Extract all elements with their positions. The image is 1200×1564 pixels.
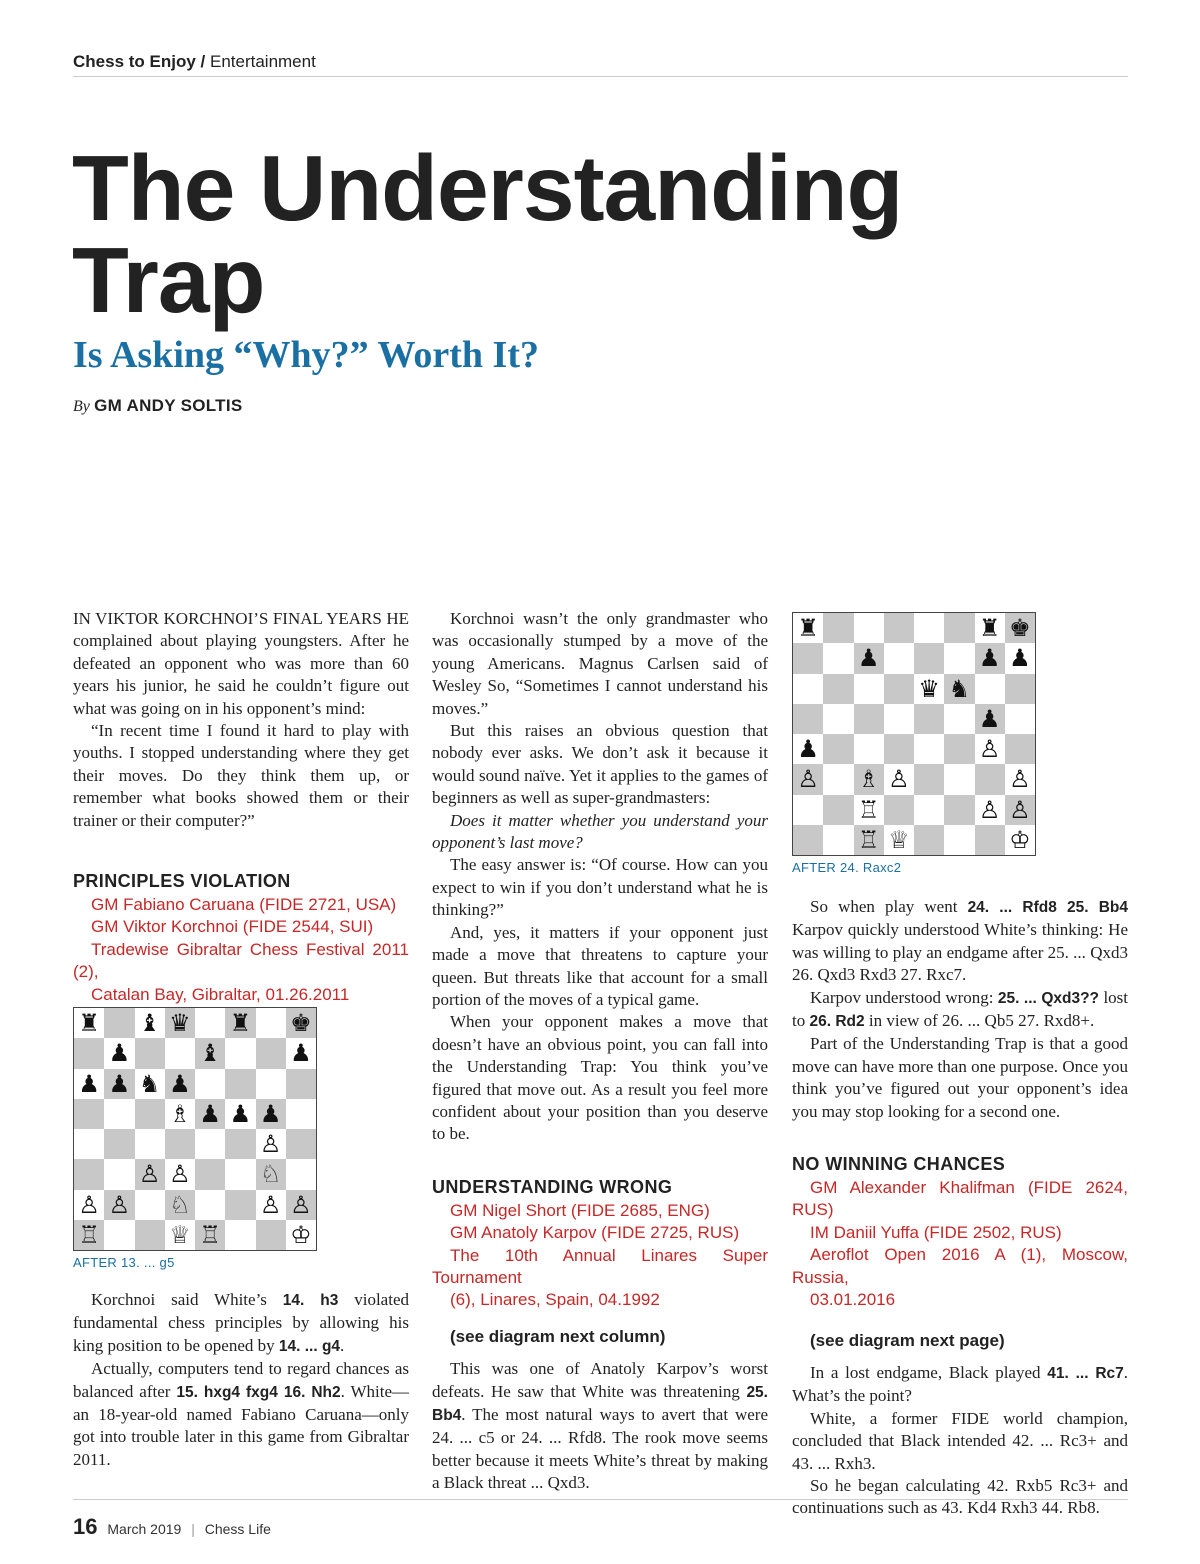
board-square xyxy=(165,1038,195,1068)
white-pawn-icon: ♙ xyxy=(797,765,819,794)
black-pawn-icon: ♟ xyxy=(229,1099,252,1128)
header-section: Chess to Enjoy xyxy=(73,52,196,71)
board-square xyxy=(854,825,884,855)
white-pawn-icon: ♙ xyxy=(169,1160,191,1189)
col2-paragraph: The easy answer is: “Of course. How can you expect to win if you don’t understand what he is thinking?” xyxy=(432,855,768,920)
board-square xyxy=(225,1220,255,1250)
white-rook-icon: ♖ xyxy=(199,1220,221,1249)
board-square xyxy=(286,1220,316,1250)
board-square xyxy=(104,1220,134,1250)
board-square xyxy=(74,1099,104,1129)
board-square xyxy=(793,704,823,734)
board-square xyxy=(944,764,974,794)
col3-paragraph: So he began calculating 42. Rxb5 Rc3+ and continuations such as 43. Kd4 Rxh3 44. Rb8. xyxy=(792,1475,1128,1518)
board-square xyxy=(225,1099,255,1129)
column-3 xyxy=(792,896,1128,1520)
board-square xyxy=(854,704,884,734)
white-king-icon: ♔ xyxy=(1009,825,1031,854)
board-square xyxy=(1005,704,1035,734)
white-bishop-icon: ♗ xyxy=(169,1099,191,1128)
section-title-no-winning: NO WINNING CHANCES xyxy=(792,1154,1006,1175)
board-square xyxy=(225,1069,255,1099)
black-pawn-icon: ♟ xyxy=(290,1039,312,1068)
board-square xyxy=(823,704,853,734)
black-knight-icon: ♞ xyxy=(948,674,971,703)
board-square xyxy=(884,795,914,825)
board-square xyxy=(854,674,884,704)
col2-paragraph: But this raises an obvious question that nobody ever asks. We don’t ask it because it would sound naïve. Yet it applies to the games of beginners as well as super-grandmasters: xyxy=(432,721,768,808)
white-pawn-icon: ♙ xyxy=(978,735,1001,764)
col3-paragraph: Karpov understood wrong: 25. ... Qxd3?? lost to 26. Rd2 in view of 26. ... Qb5 27. Rxd8+. xyxy=(792,987,1129,1031)
board-square xyxy=(823,795,853,825)
board-square xyxy=(74,1129,104,1159)
game-info-line: Tradewise Gibraltar Chess Festival 2011 (2), xyxy=(73,939,409,982)
board-square xyxy=(823,613,853,643)
black-pawn-icon: ♟ xyxy=(797,735,819,764)
board-square xyxy=(195,1129,225,1159)
move-notation: 15. hxg4 fxg4 16. Nh2 xyxy=(176,1383,341,1401)
board-square xyxy=(135,1069,165,1099)
board-square xyxy=(975,825,1005,855)
board-square xyxy=(914,764,944,794)
white-pawn-icon: ♙ xyxy=(259,1190,282,1219)
game-info-line: Aeroflot Open 2016 A (1), Moscow, Russia, xyxy=(792,1245,1128,1287)
board-square xyxy=(225,1190,255,1220)
board-square xyxy=(975,764,1005,794)
board-square xyxy=(854,795,884,825)
board-square xyxy=(854,613,884,643)
black-bishop-icon: ♝ xyxy=(199,1039,221,1068)
chess-diagram-2 xyxy=(792,612,1036,856)
move-notation: 14. ... g4 xyxy=(278,1337,341,1355)
black-pawn-icon: ♟ xyxy=(857,644,880,673)
game-info-line: 03.01.2016 xyxy=(810,1290,896,1310)
board-square xyxy=(165,1129,195,1159)
running-header xyxy=(73,52,1128,77)
section-title-principles: PRINCIPLES VIOLATION xyxy=(73,871,291,892)
white-pawn-icon: ♙ xyxy=(108,1190,131,1219)
board-square xyxy=(1005,825,1035,855)
white-pawn-icon: ♙ xyxy=(290,1190,312,1219)
move-notation: 26. Rd2 xyxy=(809,1013,865,1031)
board-square xyxy=(975,643,1005,673)
board-square xyxy=(104,1069,134,1099)
board-square xyxy=(1005,734,1035,764)
board-square xyxy=(195,1099,225,1129)
board-square xyxy=(823,643,853,673)
black-pawn-icon: ♟ xyxy=(199,1099,221,1128)
white-pawn-icon: ♙ xyxy=(888,765,910,794)
footer-separator: | xyxy=(191,1521,195,1537)
move-notation: 25. Bb4 xyxy=(432,1383,768,1424)
board-square xyxy=(793,795,823,825)
board-square xyxy=(256,1008,286,1038)
board-square xyxy=(854,734,884,764)
column-1 xyxy=(73,608,409,1006)
column-2 xyxy=(432,608,768,1495)
board-square xyxy=(1005,613,1035,643)
diagram-caption-1: AFTER 13. ... g5 xyxy=(73,1255,175,1270)
black-rook-icon: ♜ xyxy=(229,1009,252,1038)
black-knight-icon: ♞ xyxy=(138,1069,161,1098)
black-pawn-icon: ♟ xyxy=(108,1039,131,1068)
col3-paragraph: White, a former FIDE world champion, concluded that Black intended 42. ... Rc3+ and 43. ... Rxh3. xyxy=(792,1408,1128,1473)
board-square xyxy=(104,1190,134,1220)
board-square xyxy=(975,795,1005,825)
board-square xyxy=(944,613,974,643)
game-info-line: Catalan Bay, Gibraltar, 01.26.2011 xyxy=(91,984,350,1004)
black-pawn-icon: ♟ xyxy=(169,1069,191,1098)
board-square xyxy=(135,1220,165,1250)
col2-paragraph: Korchnoi wasn’t the only grandmaster who was occasionally stumped by a move of the young Americans. Magnus Carlsen said of Wesley So, “Sometimes I cannot understand his moves.” xyxy=(432,609,768,718)
board-square xyxy=(195,1190,225,1220)
title-line-2: Trap xyxy=(72,228,265,332)
board-square xyxy=(286,1008,316,1038)
board-square xyxy=(884,734,914,764)
board-square xyxy=(135,1099,165,1129)
board-square xyxy=(823,674,853,704)
board-square xyxy=(914,613,944,643)
game-info-line: IM Daniil Yuffa (FIDE 2502, RUS) xyxy=(810,1222,1062,1242)
black-pawn-icon: ♟ xyxy=(1009,644,1031,673)
black-rook-icon: ♜ xyxy=(78,1009,100,1038)
board-square xyxy=(914,643,944,673)
see-diagram-note: (see diagram next page) xyxy=(810,1330,1005,1350)
game-info-line: GM Fabiano Caruana (FIDE 2721, USA) xyxy=(91,895,397,915)
col3-paragraph: In a lost endgame, Black played 41. ... Rc7. What’s the point? xyxy=(792,1362,1128,1406)
board-square xyxy=(884,764,914,794)
board-square xyxy=(854,764,884,794)
board-square xyxy=(256,1159,286,1189)
board-square xyxy=(165,1008,195,1038)
diagram-caption-2: AFTER 24. Raxc2 xyxy=(792,860,902,875)
black-king-icon: ♚ xyxy=(290,1009,312,1038)
board-square xyxy=(225,1008,255,1038)
black-queen-icon: ♛ xyxy=(169,1009,191,1038)
white-pawn-icon: ♙ xyxy=(138,1160,161,1189)
board-square xyxy=(944,734,974,764)
page-number: 16 xyxy=(73,1514,98,1539)
board-square xyxy=(286,1129,316,1159)
byline xyxy=(73,396,243,416)
title-line-1: The Understanding xyxy=(72,136,903,240)
game-info-line: GM Anatoly Karpov (FIDE 2725, RUS) xyxy=(450,1223,740,1243)
white-knight-icon: ♘ xyxy=(259,1160,282,1189)
board-square xyxy=(74,1220,104,1250)
byline-author: GM ANDY SOLTIS xyxy=(94,396,243,415)
black-pawn-icon: ♟ xyxy=(108,1069,131,1098)
board-square xyxy=(914,825,944,855)
board-square xyxy=(914,734,944,764)
board-square xyxy=(944,643,974,673)
black-rook-icon: ♜ xyxy=(978,614,1001,643)
board-square xyxy=(793,825,823,855)
board-square xyxy=(165,1159,195,1189)
board-square xyxy=(793,734,823,764)
game-info-1 xyxy=(73,894,409,1006)
board-square xyxy=(286,1038,316,1068)
board-square xyxy=(74,1038,104,1068)
board-square xyxy=(195,1008,225,1038)
white-king-icon: ♔ xyxy=(290,1220,312,1249)
board-square xyxy=(195,1159,225,1189)
board-square xyxy=(944,795,974,825)
page-footer xyxy=(73,1499,1128,1540)
col2-paragraph: And, yes, it matters if your opponent just made a move that threatens to capture your queen. But threats like that account for a small portion of the moves of a typical game. xyxy=(432,922,768,1009)
white-pawn-icon: ♙ xyxy=(1009,765,1031,794)
column-1-continued xyxy=(73,1289,409,1471)
black-rook-icon: ♜ xyxy=(797,614,819,643)
header-category: Entertainment xyxy=(209,52,316,71)
col1-paragraph: IN VIKTOR KORCHNOI’S FINAL YEARS HE complained about playing youngsters. After he defeated an opponent who was more than 60 years his junior, he said he couldn’t figure out what was going on in his opponent’s mind: xyxy=(73,609,409,718)
black-queen-icon: ♛ xyxy=(918,674,940,703)
board-square xyxy=(74,1008,104,1038)
board-square xyxy=(286,1069,316,1099)
game-info-line: GM Nigel Short (FIDE 2685, ENG) xyxy=(450,1200,710,1220)
section-title-understanding: UNDERSTANDING WRONG xyxy=(432,1176,673,1197)
black-pawn-icon: ♟ xyxy=(259,1099,282,1128)
footer-magazine: Chess Life xyxy=(204,1521,271,1537)
game-info-line: The 10th Annual Linares Super Tournament xyxy=(432,1245,768,1287)
board-square xyxy=(823,734,853,764)
board-square xyxy=(914,674,944,704)
board-square xyxy=(104,1129,134,1159)
board-square xyxy=(104,1099,134,1129)
board-square xyxy=(135,1038,165,1068)
board-square xyxy=(195,1038,225,1068)
board-square xyxy=(104,1008,134,1038)
board-square xyxy=(74,1069,104,1099)
white-queen-icon: ♕ xyxy=(169,1220,191,1249)
board-square xyxy=(135,1190,165,1220)
board-square xyxy=(1005,764,1035,794)
byline-by: By xyxy=(73,398,90,415)
white-rook-icon: ♖ xyxy=(78,1220,100,1249)
col2-paragraph: This was one of Anatoly Karpov’s worst defeats. He saw that White was threatening 25. Bb4. The most natural ways to avert that were 24. ... c5 or 24. ... Rfd8. The rook move seems better because it meets White’s threat by making a Black threat ... Qxd3. xyxy=(432,1359,768,1493)
col1-paragraph: Korchnoi said White’s 14. h3 violated fundamental chess principles by allowing his king position to be opened by 14. ... g4. xyxy=(73,1290,409,1355)
board-square xyxy=(944,825,974,855)
board-square xyxy=(944,704,974,734)
board-square xyxy=(104,1159,134,1189)
col2-paragraph: When your opponent makes a move that doesn’t have an obvious point, you can fall into the Understanding Trap: You think you’ve figured that move out. As a result you feel more confident about your position than you deserve to be. xyxy=(432,1012,768,1144)
white-queen-icon: ♕ xyxy=(888,825,910,854)
board-square xyxy=(975,613,1005,643)
board-square xyxy=(195,1220,225,1250)
col1-paragraph: Actually, computers tend to regard chances as balanced after 15. hxg4 fxg4 16. Nh2. White—an 18-year-old named Fabiano Caruana—only got into trouble later in this game from Gibraltar 2011. xyxy=(73,1359,410,1469)
board-square xyxy=(793,643,823,673)
board-square xyxy=(104,1038,134,1068)
board-square xyxy=(975,734,1005,764)
board-square xyxy=(225,1038,255,1068)
board-square xyxy=(74,1159,104,1189)
board-square xyxy=(1005,643,1035,673)
move-notation: 14. h3 xyxy=(282,1292,339,1309)
board-square xyxy=(135,1129,165,1159)
white-pawn-icon: ♙ xyxy=(978,795,1001,824)
footer-date: March 2019 xyxy=(107,1521,182,1537)
board-square xyxy=(135,1008,165,1038)
board-square xyxy=(975,674,1005,704)
board-square xyxy=(944,674,974,704)
article-subtitle: Is Asking “Why?” Worth It? xyxy=(73,334,539,376)
board-square xyxy=(165,1099,195,1129)
white-pawn-icon: ♙ xyxy=(259,1130,282,1159)
board-square xyxy=(884,613,914,643)
see-diagram-note: (see diagram next column) xyxy=(450,1326,666,1346)
board-square xyxy=(165,1069,195,1099)
board-square xyxy=(165,1190,195,1220)
board-square xyxy=(1005,674,1035,704)
board-square xyxy=(914,704,944,734)
article-title xyxy=(72,136,903,332)
board-square xyxy=(884,825,914,855)
move-notation: 41. ... Rc7 xyxy=(1047,1364,1124,1382)
black-pawn-icon: ♟ xyxy=(78,1069,100,1098)
board-square xyxy=(286,1190,316,1220)
white-pawn-icon: ♙ xyxy=(1009,795,1031,824)
board-square xyxy=(793,764,823,794)
board-square xyxy=(135,1159,165,1189)
board-square xyxy=(165,1220,195,1250)
move-notation: 24. ... Rfd8 25. Bb4 xyxy=(967,899,1128,916)
white-bishop-icon: ♗ xyxy=(857,765,880,794)
board-square xyxy=(884,704,914,734)
board-square xyxy=(793,613,823,643)
board-square xyxy=(225,1129,255,1159)
board-square xyxy=(793,674,823,704)
white-rook-icon: ♖ xyxy=(857,825,880,854)
board-square xyxy=(914,795,944,825)
board-square xyxy=(286,1099,316,1129)
board-square xyxy=(74,1190,104,1220)
game-info-3 xyxy=(792,1177,1128,1311)
chess-diagram-1 xyxy=(73,1007,317,1251)
board-square xyxy=(256,1099,286,1129)
col1-paragraph: “In recent time I found it hard to play with youths. I stopped understanding where they get their moves. Do they think them up, or remember what books showed them or their trainer or their computer?” xyxy=(73,721,409,830)
board-square xyxy=(286,1159,316,1189)
black-pawn-icon: ♟ xyxy=(978,644,1001,673)
board-square xyxy=(256,1038,286,1068)
board-square xyxy=(256,1190,286,1220)
board-square xyxy=(823,764,853,794)
col3-paragraph: Part of the Understanding Trap is that a good move can have more than one purpose. Once you think you’ve figured out your opponent’s idea you may stop looking for a second one. xyxy=(792,1034,1128,1121)
board-square xyxy=(823,825,853,855)
board-square xyxy=(256,1129,286,1159)
col3-paragraph: So when play went 24. ... Rfd8 25. Bb4 Karpov quickly understood White’s thinking: He was willing to play an endgame after 25. ... Qxd3 26. Qxd3 Rxd3 27. Rxc7. xyxy=(792,897,1128,985)
black-king-icon: ♚ xyxy=(1009,614,1031,643)
board-square xyxy=(256,1220,286,1250)
black-bishop-icon: ♝ xyxy=(138,1009,161,1038)
board-square xyxy=(225,1159,255,1189)
black-pawn-icon: ♟ xyxy=(978,704,1001,733)
board-square xyxy=(1005,795,1035,825)
game-info-line: GM Alexander Khalifman (FIDE 2624, RUS) xyxy=(792,1178,1128,1220)
game-info-line: (6), Linares, Spain, 04.1992 xyxy=(450,1290,660,1310)
header-separator: / xyxy=(195,52,210,71)
white-pawn-icon: ♙ xyxy=(78,1190,100,1219)
game-info-2 xyxy=(432,1200,768,1312)
move-notation: 25. ... Qxd3?? xyxy=(997,989,1100,1007)
white-rook-icon: ♖ xyxy=(857,795,880,824)
game-info-line: GM Viktor Korchnoi (FIDE 2544, SUI) xyxy=(91,917,374,937)
board-square xyxy=(884,643,914,673)
board-square xyxy=(884,674,914,704)
col2-paragraph-italic: Does it matter whether you understand your opponent’s last move? xyxy=(432,810,768,853)
board-square xyxy=(256,1069,286,1099)
board-square xyxy=(854,643,884,673)
board-square xyxy=(195,1069,225,1099)
white-knight-icon: ♘ xyxy=(169,1190,191,1219)
board-square xyxy=(975,704,1005,734)
